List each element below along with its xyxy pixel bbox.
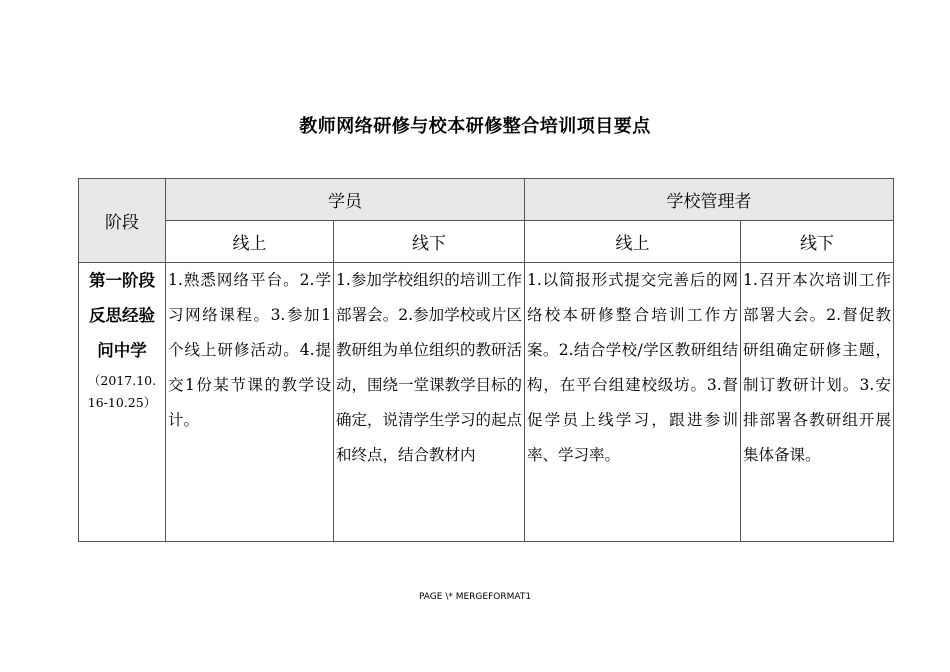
header-row-groups	[79, 179, 894, 221]
manager-offline-text: 1.召开本次培训工作部署大会。2.督促教研组确定研修主题，制订教研计划。3.安排部署各教研组开展集体备课。	[743, 271, 891, 464]
subheader-manager-online: 线上	[525, 221, 741, 263]
table-row	[79, 263, 894, 542]
group-header-students: 学员	[166, 179, 525, 221]
page-title: 教师网络研修与校本研修整合培训项目要点	[299, 116, 651, 137]
stage-name: 第一阶段 反思经验 问中学	[89, 271, 155, 360]
page-footer: PAGE \* MERGEFORMAT1	[418, 592, 532, 602]
subheader-manager-offline: 线下	[741, 221, 894, 263]
subheader-student-online: 线上	[166, 221, 334, 263]
training-plan-table	[78, 178, 894, 542]
stage-header: 阶段	[79, 179, 166, 263]
student-online-cell	[166, 263, 334, 542]
header-row-subgroups	[79, 221, 894, 263]
student-online-text: 1.熟悉网络平台。2.学习网络课程。3.参加1个线上研修活动。4.提交1份某节课的教学设计。	[168, 271, 331, 429]
stage-cell	[79, 263, 166, 542]
manager-online-text: 1.以简报形式提交完善后的网络校本研修整合培训工作方案。2.结合学校/学区教研组结构，在平台组建校级坊。3.督促学员上线学习，跟进参训率、学习率。	[527, 271, 738, 464]
manager-online-cell	[525, 263, 741, 542]
stage-date: （2017.10. 16-10.25）	[87, 373, 157, 410]
student-offline-text: 1.参加学校组织的培训工作部署会。2.参加学校或片区教研组为单位组织的教研活动，围绕一堂课教学目标的确定，说清学生学习的起点和终点，结合教材内	[336, 271, 522, 464]
group-header-managers: 学校管理者	[525, 179, 894, 221]
manager-offline-cell	[741, 263, 894, 542]
subheader-student-offline: 线下	[334, 221, 525, 263]
student-offline-cell	[334, 263, 525, 542]
